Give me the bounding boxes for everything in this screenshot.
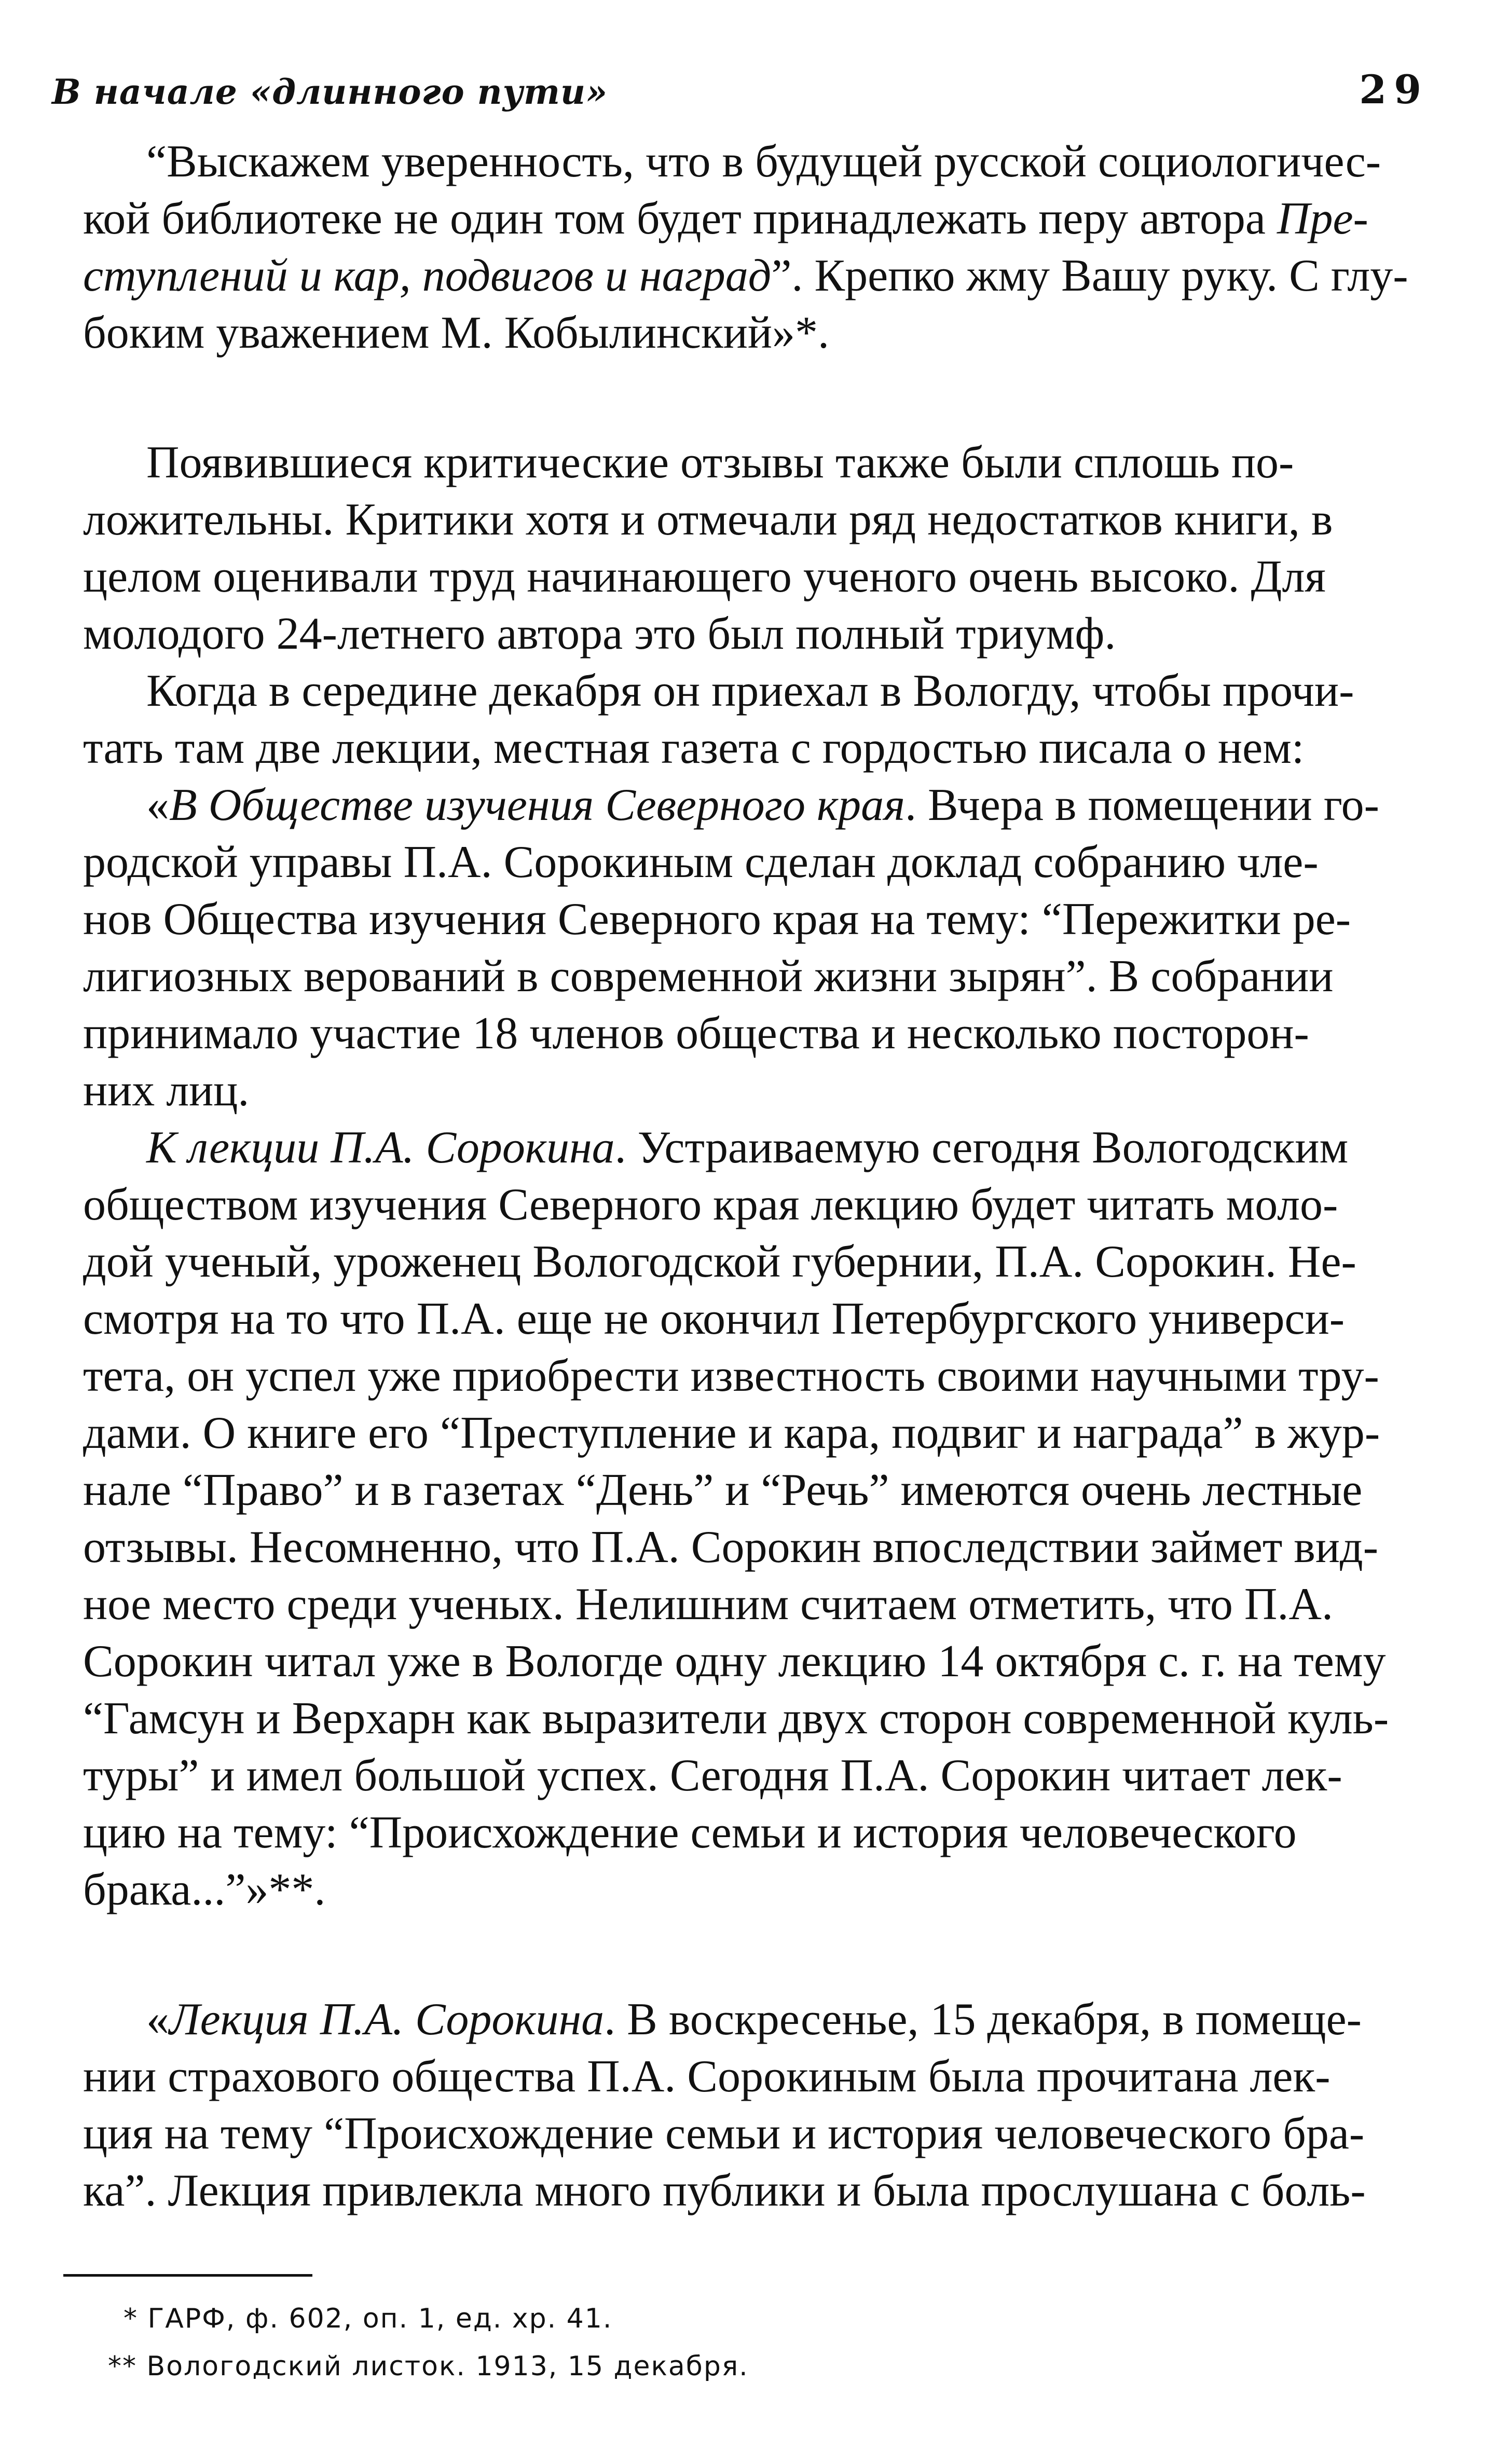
text-line: кой библиотеке не один том будет принадлежать перу автора Пре-: [83, 194, 1368, 244]
text-line: дой ученый, уроженец Вологодской губернии, П.А. Сорокин. Не-: [83, 1237, 1356, 1287]
text-line: ция на тему “Происхождение семьи и история человеческого бра-: [83, 2109, 1365, 2159]
text-line: боким уважением М. Кобылинский»*.: [83, 308, 829, 358]
text-line: лигиозных верований в современной жизни зырян”. В собрании: [83, 951, 1334, 1002]
running-header-title: В начале «длинного пути»: [52, 72, 608, 112]
text-line: нии страхового общества П.А. Сорокиным была прочитана лек-: [83, 2051, 1331, 2102]
text-line: ка”. Лекция привлекла много публики и была прослушана с боль-: [83, 2166, 1366, 2216]
text-line: Сорокин читал уже в Вологде одну лекцию 14 октября с. г. на тему: [83, 1636, 1386, 1687]
text-line: тать там две лекции, местная газета с гордостью писала о нем:: [83, 723, 1305, 773]
text-line: принимало участие 18 членов общества и несколько посторон-: [83, 1008, 1309, 1059]
footnote: * ГАРФ, ф. 602, оп. 1, ед. хр. 41.: [124, 2303, 613, 2334]
text-line: “Гамсун и Верхарн как выразители двух сторон современной куль-: [83, 1693, 1389, 1744]
text-line: “Выскажем уверенность, что в будущей русской социологичес-: [146, 136, 1381, 187]
footnote: ** Вологодский листок. 1913, 15 декабря.: [108, 2351, 749, 2382]
text-line: цию на тему: “Происхождение семьи и история человеческого: [83, 1808, 1297, 1858]
footnote-divider: [63, 2274, 312, 2277]
text-line: нов Общества изучения Северного края на тему: “Пережитки ре-: [83, 894, 1351, 944]
text-line: дами. О книге его “Преступление и кара, подвиг и награда” в жур-: [83, 1408, 1380, 1458]
text-line: тета, он успел уже приобрести известность своими научными тру-: [83, 1351, 1379, 1401]
text-line: ное место среди ученых. Нелишним считаем отметить, что П.А.: [83, 1579, 1333, 1630]
text-line: брака...”»**.: [83, 1865, 326, 1915]
text-line: «В Обществе изучения Северного края. Вчера в помещении го-: [146, 780, 1379, 830]
text-line: туры” и имел большой успех. Сегодня П.А. Сорокин читает лек-: [83, 1750, 1342, 1801]
text-line: «Лекция П.А. Сорокина. В воскресенье, 15 декабря, в помеще-: [146, 1994, 1362, 2045]
text-line: отзывы. Несомненно, что П.А. Сорокин впоследствии займет вид-: [83, 1522, 1379, 1572]
text-line: ступлений и кар, подвигов и наград”. Крепко жму Вашу руку. С глу-: [83, 251, 1408, 301]
text-line: К лекции П.А. Сорокина. Устраиваемую сегодня Вологодским: [146, 1123, 1349, 1173]
text-line: них лиц.: [83, 1065, 250, 1116]
page-number: 29: [1359, 66, 1429, 113]
text-line: родской управы П.А. Сорокиным сделан доклад собранию чле-: [83, 837, 1319, 887]
text-line: ложительны. Критики хотя и отмечали ряд недостатков книги, в: [83, 495, 1333, 545]
text-line: нале “Право” и в газетах “День” и “Речь” имеются очень лестные: [83, 1465, 1363, 1515]
text-line: обществом изучения Северного края лекцию будет читать моло-: [83, 1180, 1338, 1230]
text-line: целом оценивали труд начинающего ученого очень высоко. Для: [83, 552, 1326, 602]
text-line: Появившиеся критические отзывы также были сплошь по-: [146, 437, 1294, 488]
text-line: молодого 24-летнего автора это был полный триумф.: [83, 609, 1116, 659]
text-line: Когда в середине декабря он приехал в Вологду, чтобы прочи-: [146, 666, 1354, 716]
text-line: смотря на то что П.А. еще не окончил Петербургского универси-: [83, 1294, 1345, 1344]
